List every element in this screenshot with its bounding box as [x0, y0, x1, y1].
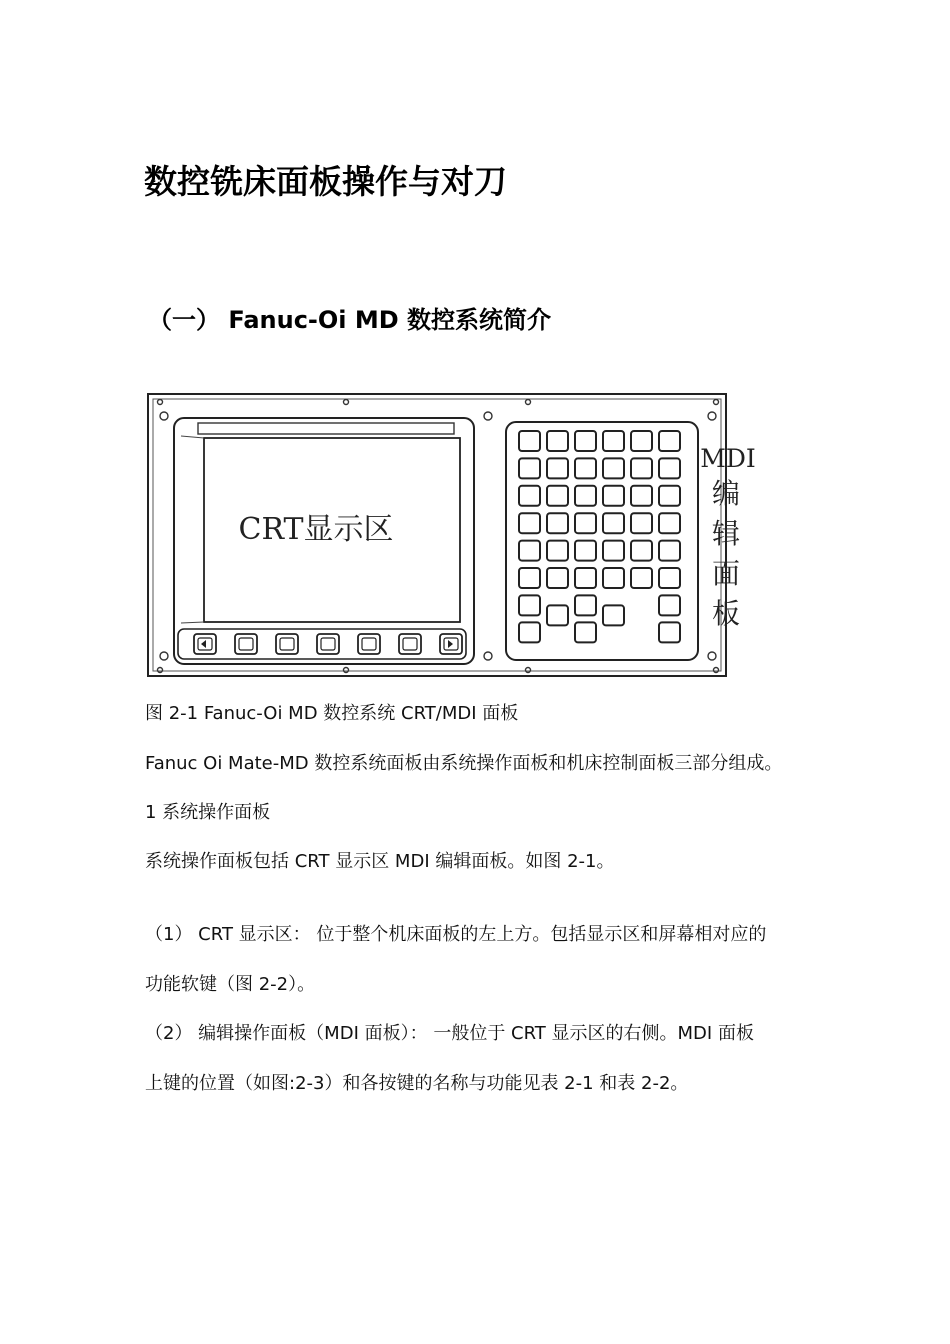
soft-key-face — [362, 638, 376, 650]
mdi-key — [659, 541, 680, 561]
mdi-key — [575, 568, 596, 588]
mdi-key — [631, 541, 652, 561]
mdi-key — [575, 622, 596, 642]
mdi-key — [659, 431, 680, 451]
mdi-key — [631, 513, 652, 533]
mdi-key — [603, 513, 624, 533]
mdi-key — [631, 458, 652, 478]
paragraph-intro: Fanuc Oi Mate-MD 数控系统面板由系统操作面板和机床控制面板三部分组成。 — [145, 753, 783, 774]
mdi-key — [575, 486, 596, 506]
paragraph-heading-1: 1 系统操作面板 — [145, 802, 271, 823]
mdi-key — [547, 431, 568, 451]
mdi-label-line-2: 编 — [711, 477, 741, 510]
soft-key-face — [321, 638, 335, 650]
mdi-key — [519, 622, 540, 642]
paragraph-mdi-line-1: （2） 编辑操作面板（MDI 面板）： 一般位于 CRT 显示区的右侧。MDI 面板 — [145, 1023, 754, 1044]
mdi-label-line-4: 面 — [711, 557, 741, 590]
mdi-key — [631, 486, 652, 506]
mdi-key — [519, 486, 540, 506]
mdi-key — [659, 568, 680, 588]
mdi-key — [547, 458, 568, 478]
mdi-key — [519, 568, 540, 588]
mdi-key — [603, 486, 624, 506]
mdi-key — [575, 513, 596, 533]
mdi-key — [547, 486, 568, 506]
mdi-key — [659, 622, 680, 642]
mdi-key — [631, 568, 652, 588]
mdi-key — [659, 458, 680, 478]
mdi-key — [547, 541, 568, 561]
mdi-key — [659, 513, 680, 533]
mdi-key — [519, 513, 540, 533]
mdi-key — [519, 458, 540, 478]
mdi-label-line-5: 板 — [711, 597, 741, 630]
section-heading: （一） Fanuc-Oi MD 数控系统简介 — [148, 306, 552, 334]
mdi-key — [519, 431, 540, 451]
mdi-key — [603, 541, 624, 561]
mdi-key — [659, 486, 680, 506]
mdi-key — [575, 595, 596, 615]
crt-screen-label: CRT显示区 — [238, 512, 394, 547]
mdi-key — [547, 568, 568, 588]
mdi-key — [547, 513, 568, 533]
mdi-key — [631, 431, 652, 451]
mdi-key — [575, 541, 596, 561]
document-title: 数控铣床面板操作与对刀 — [144, 162, 507, 201]
mdi-key — [603, 431, 624, 451]
paragraph-crt-line-2: 功能软键（图 2-2）。 — [145, 974, 316, 995]
mdi-key — [519, 541, 540, 561]
soft-key-face — [280, 638, 294, 650]
soft-key-row — [178, 629, 466, 659]
mdi-label-line-1: MDI — [700, 444, 756, 473]
paragraph-system-panel: 系统操作面板包括 CRT 显示区 MDI 编辑面板。如图 2-1。 — [145, 851, 615, 872]
mdi-key — [603, 458, 624, 478]
soft-key-face — [239, 638, 253, 650]
mdi-key — [575, 458, 596, 478]
figure-caption: 图 2-1 Fanuc-Oi MD 数控系统 CRT/MDI 面板 — [145, 703, 519, 724]
mdi-label-line-3: 辑 — [711, 517, 741, 550]
mdi-key — [603, 568, 624, 588]
mdi-key — [519, 595, 540, 615]
paragraph-crt-line-1: （1） CRT 显示区： 位于整个机床面板的左上方。包括显示区和屏幕相对应的 — [145, 924, 767, 945]
soft-key-face — [403, 638, 417, 650]
mdi-key — [547, 605, 568, 625]
paragraph-mdi-line-2: 上键的位置（如图:2-3）和各按键的名称与功能见表 2-1 和表 2-2。 — [145, 1073, 689, 1094]
mdi-key — [603, 605, 624, 625]
mdi-key — [575, 431, 596, 451]
mdi-key — [659, 595, 680, 615]
cnc-panel-figure — [146, 391, 758, 681]
